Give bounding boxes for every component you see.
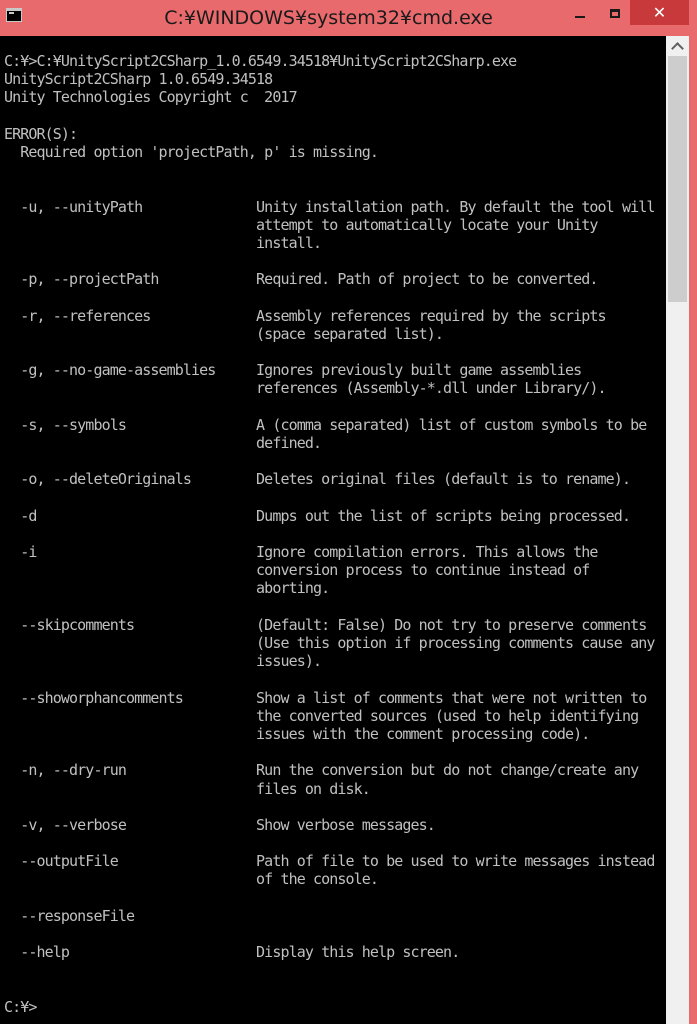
vertical-scrollbar[interactable] [666,36,689,1024]
console-line [4,252,664,270]
close-icon: ✕ [652,3,667,22]
console-line [4,980,664,998]
console-line: -n, --dry-run Run the conversion but do not change/create any [4,761,639,780]
console-line: -s, --symbols A (comma separated) list of custom symbols to be [4,415,647,434]
console-line: references (Assembly-*.dll under Library/). [4,379,606,398]
console-line [4,798,664,816]
console-line: of the console. [4,870,379,889]
console-line: files on disk. [4,779,370,798]
console-line [4,489,664,507]
console-line [4,107,664,125]
console-line: conversion process to continue instead of [4,561,590,580]
console-line [4,925,664,943]
minimize-button[interactable] [565,0,595,26]
console-line [4,889,664,907]
console-line: -d Dumps out the list of scripts being processed. [4,506,631,525]
console-line: issues). [4,652,322,671]
console-line: (space separated list). [4,324,444,343]
console-line: -g, --no-game-assemblies Ignores previously built game assemblies [4,361,582,380]
console-line [4,398,664,416]
console-line: defined. [4,433,322,452]
console-line: the converted sources (used to help identifying [4,706,639,725]
close-button[interactable] [630,0,689,25]
console-line: Unity Technologies Copyright c 2017 [4,88,297,107]
console-line: install. [4,233,322,252]
window-title: C:¥WINDOWS¥system32¥cmd.exe [164,7,493,29]
scroll-thumb[interactable] [668,56,687,302]
console-line [4,288,664,306]
console-line: C:¥> [4,997,37,1016]
console-line [4,525,664,543]
minimize-icon [575,16,585,18]
console-line: --help Display this help screen. [4,943,460,962]
console-line [4,161,664,179]
console-line: ERROR(S): [4,124,78,143]
console-line: -v, --verbose Show verbose messages. [4,815,435,834]
console-line: -p, --projectPath Required. Path of project to be converted. [4,270,598,289]
console-line [4,598,664,616]
console-line [4,743,664,761]
title-bar[interactable] [0,0,697,36]
console-line [4,179,664,197]
console-line: --skipcomments (Default: False) Do not try to preserve comments [4,615,647,634]
console-line: issues with the comment processing code). [4,724,590,743]
console-line: --outputFile Path of file to be used to write messages instead [4,852,655,871]
console-output[interactable] [0,36,666,1024]
console-line: attempt to automatically locate your Unity [4,215,598,234]
chevron-up-icon [671,42,684,55]
console-line: Required option 'projectPath, p' is missing. [4,142,379,161]
console-line [4,834,664,852]
console-line: C:¥>C:¥UnityScript2CSharp_1.0.6549.34518¥UnityScript2CSharp.exe [4,52,517,70]
console-line: --showorphancomments Show a list of comments that were not written to [4,688,647,707]
console-line [4,452,664,470]
console-line [4,670,664,688]
console-line: -r, --references Assembly references required by the scripts [4,306,606,325]
console-line: -u, --unityPath Unity installation path. By default the tool will [4,197,655,216]
window-frame [689,36,697,1024]
console-line: UnityScript2CSharp 1.0.6549.34518 [4,70,273,89]
console-text [4,52,664,1016]
console-line: -o, --deleteOriginals Deletes original files (default is to rename). [4,470,631,489]
scroll-up-button[interactable] [666,36,689,56]
maximize-button[interactable] [600,0,630,26]
maximize-icon [610,9,620,18]
console-line: --responseFile [4,906,135,925]
console-line: -i Ignore compilation errors. This allows the [4,543,598,562]
console-line [4,343,664,361]
console-line [4,961,664,979]
console-line: (Use this option if processing comments cause any [4,634,655,652]
console-line: aborting. [4,579,330,598]
